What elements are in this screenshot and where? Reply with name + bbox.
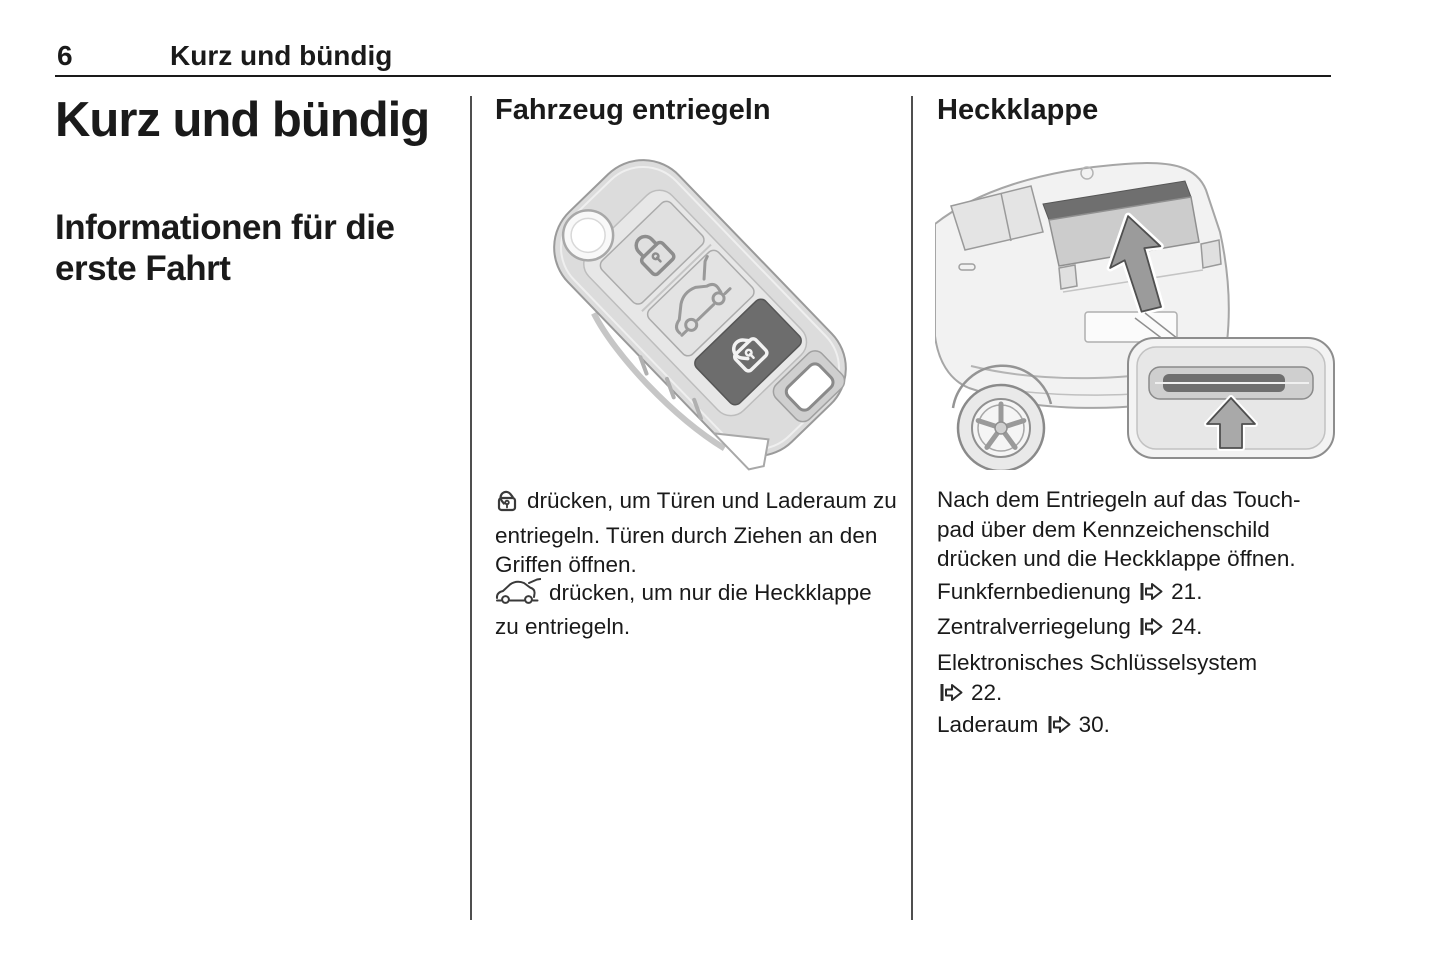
column-separator-right xyxy=(911,96,913,920)
vehicle-rear-illustration xyxy=(935,140,1340,470)
unlock-vehicle-column xyxy=(495,94,897,639)
paragraph-line: drücken und die Heckklappe öffnen. xyxy=(937,546,1296,571)
unlock-icon xyxy=(495,485,519,521)
intro-column xyxy=(55,93,447,288)
section-subtitle xyxy=(55,207,395,289)
page-reference-arrow-icon xyxy=(1139,616,1165,637)
header-rule xyxy=(55,75,1331,77)
paragraph-text: drücken, um nur die Heckklappe zu entriegeln. xyxy=(495,580,872,639)
subtitle-line: erste Fahrt xyxy=(55,249,231,288)
reference-page: 21. xyxy=(1171,579,1203,604)
tailgate-heading: Heckklappe xyxy=(937,94,1099,126)
running-header: Kurz und bündig xyxy=(170,40,393,71)
touchpad-inset xyxy=(1128,338,1334,458)
reference-label: Funkfernbedienung xyxy=(937,579,1131,604)
reference-label: Laderaum xyxy=(937,712,1039,737)
remote-key-figure xyxy=(495,148,897,478)
unlock-paragraph xyxy=(495,485,897,580)
page-reference xyxy=(937,710,1317,740)
paragraph-text: drücken, um Türen und Laderaum zu entriegeln. Türen durch Ziehen an den Griffen öffnen. xyxy=(495,488,897,577)
reference-page: 22. xyxy=(971,679,1003,705)
subtitle-line: Informationen für die xyxy=(55,208,395,247)
page-reference-arrow-icon xyxy=(1139,581,1165,602)
page-reference xyxy=(937,577,1317,607)
page-reference xyxy=(937,648,1317,707)
remote-key-illustration xyxy=(495,148,897,478)
reference-page: 30. xyxy=(1078,712,1110,737)
paragraph-line: pad über dem Kennzeichenschild xyxy=(937,516,1270,542)
page-reference xyxy=(937,612,1317,642)
tailgate-figure xyxy=(935,140,1340,470)
tailgate-column xyxy=(937,94,1341,737)
unlock-heading: Fahrzeug entriegeln xyxy=(495,94,771,126)
reference-page: 24. xyxy=(1171,614,1203,639)
touchpad-paragraph xyxy=(937,485,1341,574)
tailgate-unlock-paragraph xyxy=(495,578,897,641)
reference-label: Elektronisches Schlüsselsystem xyxy=(937,650,1258,675)
page-number: 6 xyxy=(57,40,73,71)
car-tailgate-open-icon xyxy=(495,578,541,612)
paragraph-line: Nach dem Entriegeln auf das Touch- xyxy=(937,487,1301,512)
chapter-title: Kurz und bündig xyxy=(55,93,430,147)
page-reference-arrow-icon xyxy=(939,682,965,703)
reference-label: Zentralverriegelung xyxy=(937,614,1131,639)
page-reference-arrow-icon xyxy=(1047,714,1073,735)
column-separator-left xyxy=(470,96,472,920)
